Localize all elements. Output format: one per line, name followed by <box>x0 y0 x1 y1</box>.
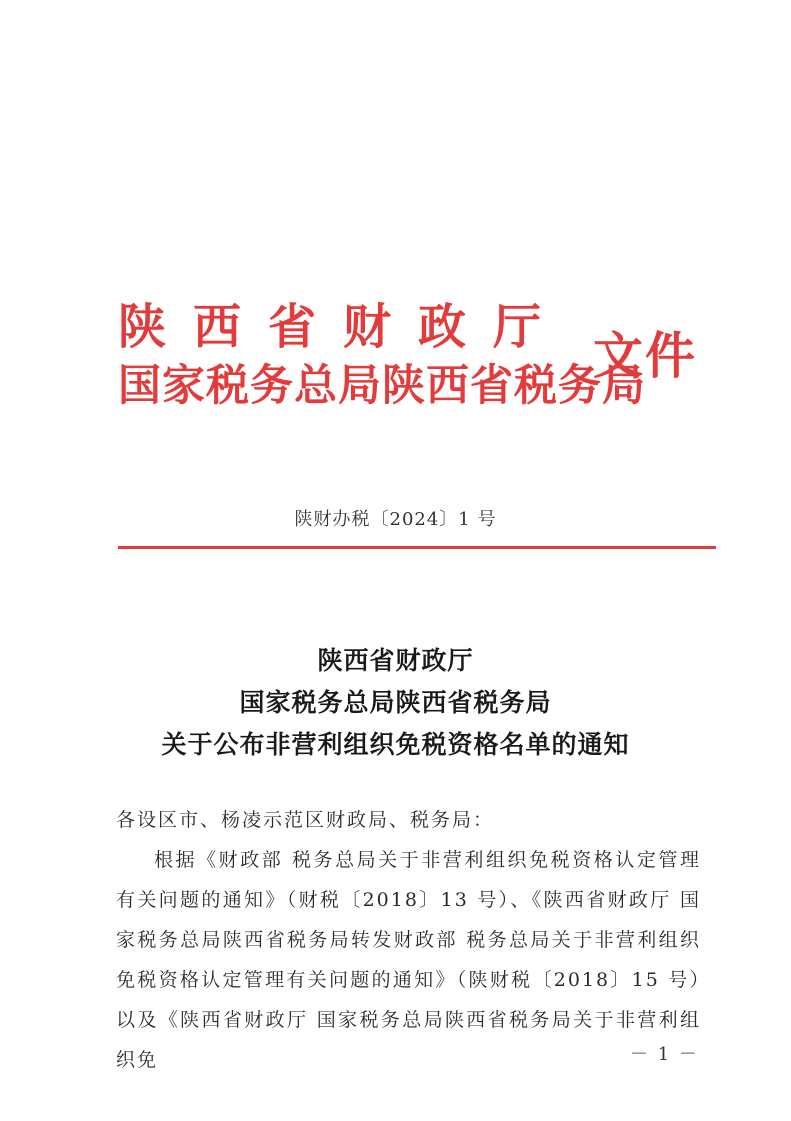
body-paragraph: 根据《财政部 税务总局关于非营利组织免税资格认定管理有关问题的通知》（财税〔2018〕13 号）、《陕西省财政厅 国家税务总局陕西省税务局转发财政部 税务总局关于非营利组织免税资格认定管理有关问题的通知》（陕财税〔2018〕15 号）以及《陕西省财政厅 国家税务总局陕西省税务局关于非营利组织免 <box>116 849 701 1071</box>
salutation: 各设区市、杨凌示范区财政局、税务局： <box>116 809 495 831</box>
document-number: 陕财办税〔2024〕1 号 <box>294 509 497 530</box>
issuer-tax-bureau: 国家税务总局陕西省税务局 <box>118 361 646 411</box>
document-type-label: 文件 <box>593 326 697 385</box>
document-title <box>0 640 791 766</box>
title-line-2: 国家税务总局陕西省税务局 <box>239 688 552 717</box>
red-divider <box>118 546 716 549</box>
title-line-3: 关于公布非营利组织免税资格名单的通知 <box>161 730 630 759</box>
title-line-1: 陕西省财政厅 <box>317 646 474 675</box>
document-header <box>118 280 718 430</box>
document-body <box>116 800 701 1080</box>
page-number: － 1 － <box>630 1044 699 1065</box>
issuer-finance-department: 陕西省财政厅 <box>118 299 569 355</box>
